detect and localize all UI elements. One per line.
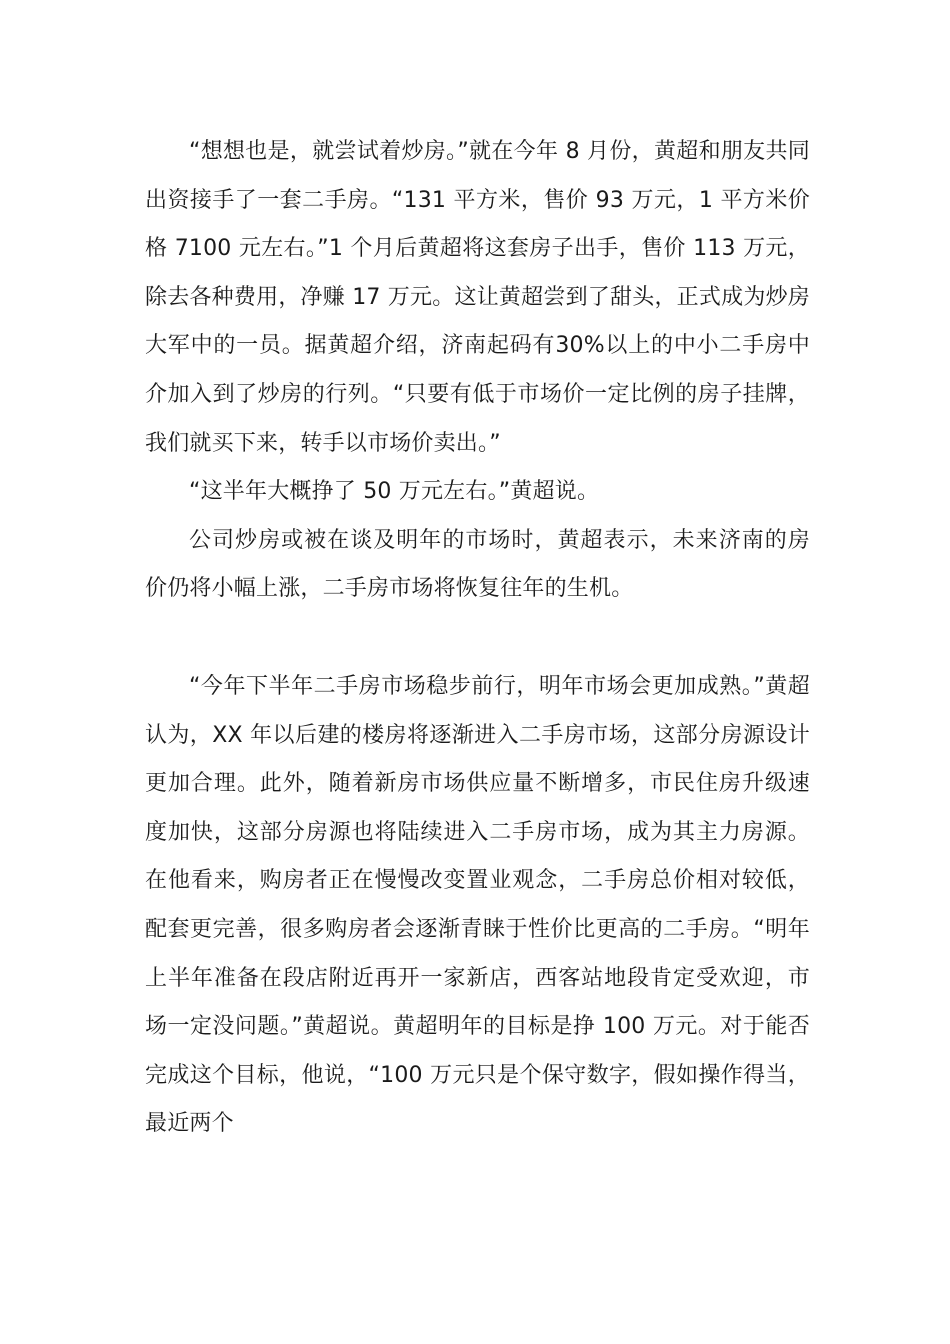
document-body xyxy=(145,128,810,1149)
paragraph-spacer xyxy=(145,614,810,663)
paragraph-next-year-plan: “今年下半年二手房市场稳步前行，明年市场会更加成熟。”黄超认为，XX 年以后建的楼房将逐渐进入二手房市场，这部分房源设计更加合理。此外，随着新房市场供应量不断增多，市民住房升级速度加快，这部分房源也将陆续进入二手房市场，成为其主力房源。在他看来，购房者正在慢慢改变置业观念，二手房总价相对较低，配套更完善，很多购房者会逐渐青睐于性价比更高的二手房。“明年上半年准备在段店附近再开一家新店，西客站地段肯定受欢迎，市场一定没问题。”黄超说。黄超明年的目标是挣 100 万元。对于能否完成这个目标，他说，“100 万元只是个保守数字，假如操作得当，最近两个 xyxy=(145,673,810,1137)
paragraph-speculation-story: “想想也是，就尝试着炒房。”就在今年 8 月份，黄超和朋友共同出资接手了一套二手房。“131 平方米，售价 93 万元，1 平方米价格 7100 元左右。”1 个月后黄超将这套房子出手，售价 113 万元，除去各种费用，净赚 17 万元。这让黄超尝到了甜头，正式成为炒房大军中的一员。据黄超介绍，济南起码有30%以上的中小二手房中介加入到了炒房的行列。“只要有低于市场价一定比例的房子挂牌，我们就买下来，转手以市场价卖出。” xyxy=(145,139,810,456)
paragraph-market-outlook: 公司炒房或被在谈及明年的市场时，黄超表示，未来济南的房价仍将小幅上涨，二手房市场将恢复往年的生机。 xyxy=(145,527,810,602)
paragraph-half-year-earnings: “这半年大概挣了 50 万元左右。”黄超说。 xyxy=(189,479,600,505)
